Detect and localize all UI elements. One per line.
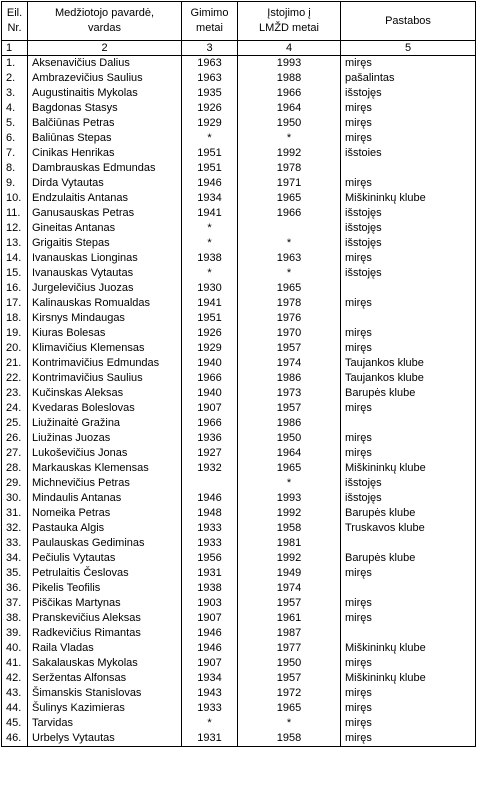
birth-year: 1926 xyxy=(182,326,238,341)
birth-year: 1936 xyxy=(182,431,238,446)
row-number: 17. xyxy=(2,296,28,311)
note: išstojęs xyxy=(341,491,476,506)
birth-year: 1946 xyxy=(182,641,238,656)
join-year: 1950 xyxy=(238,656,341,671)
birth-year: 1943 xyxy=(182,686,238,701)
birth-year: 1940 xyxy=(182,356,238,371)
note: Truskavos klube xyxy=(341,521,476,536)
birth-year: 1948 xyxy=(182,506,238,521)
note: miręs xyxy=(341,296,476,311)
row-number: 44. xyxy=(2,701,28,716)
column-number: 5 xyxy=(341,41,476,56)
table-row xyxy=(2,386,476,401)
note: miręs xyxy=(341,686,476,701)
table-row xyxy=(2,656,476,671)
join-year: 1957 xyxy=(238,671,341,686)
table-row xyxy=(2,356,476,371)
birth-year: 1946 xyxy=(182,491,238,506)
member-name: Petrulaitis Česlovas xyxy=(28,566,182,581)
note: išstojęs xyxy=(341,221,476,236)
note: Miškininkų klube xyxy=(341,641,476,656)
member-name: Šulinys Kazimieras xyxy=(28,701,182,716)
table-row xyxy=(2,716,476,731)
join-year: 1957 xyxy=(238,401,341,416)
row-number: 31. xyxy=(2,506,28,521)
member-name: Gineitas Antanas xyxy=(28,221,182,236)
member-name: Lukoševičius Jonas xyxy=(28,446,182,461)
row-number: 36. xyxy=(2,581,28,596)
table-row xyxy=(2,101,476,116)
join-year: 1965 xyxy=(238,281,341,296)
member-name: Pranskevičius Aleksas xyxy=(28,611,182,626)
birth-year: 1927 xyxy=(182,446,238,461)
member-name: Pastauka Algis xyxy=(28,521,182,536)
table-row xyxy=(2,551,476,566)
note: Miškininkų klube xyxy=(341,461,476,476)
join-year: 1950 xyxy=(238,431,341,446)
join-year: 1950 xyxy=(238,116,341,131)
member-name: Liužinaitė Gražina xyxy=(28,416,182,431)
birth-year: * xyxy=(182,716,238,731)
row-number: 19. xyxy=(2,326,28,341)
row-number: 11. xyxy=(2,206,28,221)
birth-year: 1951 xyxy=(182,161,238,176)
birth-year: 1907 xyxy=(182,611,238,626)
join-year: 1981 xyxy=(238,536,341,551)
birth-year: 1941 xyxy=(182,296,238,311)
join-year: 1992 xyxy=(238,506,341,521)
row-number: 8. xyxy=(2,161,28,176)
table-row xyxy=(2,521,476,536)
row-number: 34. xyxy=(2,551,28,566)
row-number: 33. xyxy=(2,536,28,551)
row-number: 6. xyxy=(2,131,28,146)
row-number: 46. xyxy=(2,731,28,747)
table-row xyxy=(2,311,476,326)
birth-year: 1907 xyxy=(182,401,238,416)
row-number: 27. xyxy=(2,446,28,461)
join-year: * xyxy=(238,476,341,491)
member-name: Nomeika Petras xyxy=(28,506,182,521)
birth-year: 1940 xyxy=(182,386,238,401)
table-row xyxy=(2,71,476,86)
member-name: Bagdonas Stasys xyxy=(28,101,182,116)
table-body xyxy=(2,56,476,747)
member-name: Urbelys Vytautas xyxy=(28,731,182,747)
member-name: Šimanskis Stanislovas xyxy=(28,686,182,701)
table-row xyxy=(2,206,476,221)
note: miręs xyxy=(341,596,476,611)
row-number: 23. xyxy=(2,386,28,401)
column-number: 2 xyxy=(28,41,182,56)
note: miręs xyxy=(341,116,476,131)
member-name: Endzulaitis Antanas xyxy=(28,191,182,206)
column-number: 4 xyxy=(238,41,341,56)
note: miręs xyxy=(341,566,476,581)
table-row xyxy=(2,236,476,251)
join-year: 1958 xyxy=(238,521,341,536)
birth-year: * xyxy=(182,131,238,146)
member-name: Pečiulis Vytautas xyxy=(28,551,182,566)
table-row xyxy=(2,461,476,476)
table-row xyxy=(2,191,476,206)
join-year: 1992 xyxy=(238,551,341,566)
birth-year: 1903 xyxy=(182,596,238,611)
note: Miškininkų klube xyxy=(341,671,476,686)
row-number: 37. xyxy=(2,596,28,611)
member-name: Grigaitis Stepas xyxy=(28,236,182,251)
note: miręs xyxy=(341,716,476,731)
table-row xyxy=(2,491,476,506)
row-number: 24. xyxy=(2,401,28,416)
note xyxy=(341,161,476,176)
row-number: 13. xyxy=(2,236,28,251)
join-year: 1988 xyxy=(238,71,341,86)
row-number: 14. xyxy=(2,251,28,266)
note: miręs xyxy=(341,251,476,266)
table-row xyxy=(2,131,476,146)
table-row xyxy=(2,86,476,101)
join-year: 1992 xyxy=(238,146,341,161)
note: miręs xyxy=(341,731,476,747)
join-year: 1986 xyxy=(238,371,341,386)
member-name: Kalinauskas Romualdas xyxy=(28,296,182,311)
join-year: 1965 xyxy=(238,191,341,206)
note xyxy=(341,416,476,431)
table-row xyxy=(2,686,476,701)
row-number: 20. xyxy=(2,341,28,356)
table-row xyxy=(2,176,476,191)
member-name: Paulauskas Gediminas xyxy=(28,536,182,551)
header-name: Medžiotojo pavardė, vardas xyxy=(28,2,182,41)
birth-year: * xyxy=(182,221,238,236)
note: miręs xyxy=(341,56,476,72)
join-year xyxy=(238,221,341,236)
note: Barupės klube xyxy=(341,551,476,566)
table-row xyxy=(2,671,476,686)
table-row xyxy=(2,731,476,747)
row-number: 1. xyxy=(2,56,28,72)
birth-year xyxy=(182,476,238,491)
row-number: 32. xyxy=(2,521,28,536)
birth-year: 1929 xyxy=(182,341,238,356)
member-name: Piščikas Martynas xyxy=(28,596,182,611)
join-year: 1958 xyxy=(238,731,341,747)
table-row xyxy=(2,536,476,551)
table-row xyxy=(2,371,476,386)
row-number: 15. xyxy=(2,266,28,281)
member-name: Aksenavičius Dalius xyxy=(28,56,182,72)
member-name: Michnevičius Petras xyxy=(28,476,182,491)
note: miręs xyxy=(341,611,476,626)
birth-year: 1966 xyxy=(182,371,238,386)
member-name: Augustinaitis Mykolas xyxy=(28,86,182,101)
birth-year: 1907 xyxy=(182,656,238,671)
join-year: * xyxy=(238,131,341,146)
note: miręs xyxy=(341,326,476,341)
join-year: 1978 xyxy=(238,161,341,176)
member-name: Raila Vladas xyxy=(28,641,182,656)
note: Taujankos klube xyxy=(341,356,476,371)
members-table xyxy=(1,1,476,747)
note: Miškininkų klube xyxy=(341,191,476,206)
row-number: 45. xyxy=(2,716,28,731)
join-year: 1993 xyxy=(238,56,341,72)
member-name: Pikelis Teofilis xyxy=(28,581,182,596)
table-row xyxy=(2,161,476,176)
note: miręs xyxy=(341,701,476,716)
table-row xyxy=(2,56,476,72)
table-row xyxy=(2,251,476,266)
table-row xyxy=(2,476,476,491)
join-year: 1957 xyxy=(238,341,341,356)
birth-year: 1933 xyxy=(182,536,238,551)
row-number: 25. xyxy=(2,416,28,431)
join-year: 1993 xyxy=(238,491,341,506)
member-name: Mindaulis Antanas xyxy=(28,491,182,506)
member-name: Ambrazevičius Saulius xyxy=(28,71,182,86)
row-number: 26. xyxy=(2,431,28,446)
note: miręs xyxy=(341,131,476,146)
note xyxy=(341,581,476,596)
birth-year: 1933 xyxy=(182,521,238,536)
row-number: 38. xyxy=(2,611,28,626)
join-year: 1987 xyxy=(238,626,341,641)
birth-year: 1938 xyxy=(182,251,238,266)
member-name: Kvedaras Boleslovas xyxy=(28,401,182,416)
row-number: 12. xyxy=(2,221,28,236)
table-row xyxy=(2,416,476,431)
join-year: 1963 xyxy=(238,251,341,266)
member-name: Kiuras Bolesas xyxy=(28,326,182,341)
table-row xyxy=(2,611,476,626)
row-number: 9. xyxy=(2,176,28,191)
row-number: 35. xyxy=(2,566,28,581)
member-name: Sakalauskas Mykolas xyxy=(28,656,182,671)
column-number: 3 xyxy=(182,41,238,56)
table-row xyxy=(2,581,476,596)
note: išstojęs xyxy=(341,206,476,221)
note: miręs xyxy=(341,446,476,461)
join-year: 1965 xyxy=(238,701,341,716)
table-row xyxy=(2,641,476,656)
header-join-year: Įstojimo į LMŽD metai xyxy=(238,2,341,41)
birth-year: 1963 xyxy=(182,71,238,86)
header-birth-year: Gimimo metai xyxy=(182,2,238,41)
note xyxy=(341,311,476,326)
birth-year: 1946 xyxy=(182,176,238,191)
member-name: Liužinas Juozas xyxy=(28,431,182,446)
birth-year: 1934 xyxy=(182,191,238,206)
birth-year: 1963 xyxy=(182,56,238,72)
note xyxy=(341,626,476,641)
birth-year: 1938 xyxy=(182,581,238,596)
row-number: 4. xyxy=(2,101,28,116)
birth-year: 1933 xyxy=(182,701,238,716)
row-number: 2. xyxy=(2,71,28,86)
birth-year: 1941 xyxy=(182,206,238,221)
row-number: 18. xyxy=(2,311,28,326)
join-year: 1986 xyxy=(238,416,341,431)
member-name: Dirda Vytautas xyxy=(28,176,182,191)
row-number: 28. xyxy=(2,461,28,476)
birth-year: 1966 xyxy=(182,416,238,431)
birth-year: 1930 xyxy=(182,281,238,296)
note: išstojęs xyxy=(341,476,476,491)
join-year: 1974 xyxy=(238,356,341,371)
join-year: * xyxy=(238,716,341,731)
join-year: 1972 xyxy=(238,686,341,701)
birth-year: 1929 xyxy=(182,116,238,131)
join-year: * xyxy=(238,236,341,251)
member-name: Jurgelevičius Juozas xyxy=(28,281,182,296)
member-name: Cinikas Henrikas xyxy=(28,146,182,161)
member-name: Markauskas Klemensas xyxy=(28,461,182,476)
member-name: Seržentas Alfonsas xyxy=(28,671,182,686)
table-row xyxy=(2,596,476,611)
header-number: Eil. Nr. xyxy=(2,2,28,41)
note: išstojęs xyxy=(341,266,476,281)
birth-year: * xyxy=(182,266,238,281)
member-name: Balčiūnas Petras xyxy=(28,116,182,131)
table-row xyxy=(2,326,476,341)
birth-year: 1951 xyxy=(182,146,238,161)
join-year: 1976 xyxy=(238,311,341,326)
member-name: Kirsnys Mindaugas xyxy=(28,311,182,326)
note: miręs xyxy=(341,101,476,116)
birth-year: 1935 xyxy=(182,86,238,101)
birth-year: 1951 xyxy=(182,311,238,326)
note: Barupės klube xyxy=(341,386,476,401)
member-name: Dambrauskas Edmundas xyxy=(28,161,182,176)
birth-year: 1931 xyxy=(182,566,238,581)
note: išstojęs xyxy=(341,236,476,251)
table-row xyxy=(2,566,476,581)
join-year: * xyxy=(238,266,341,281)
table-row xyxy=(2,296,476,311)
note: išstojęs xyxy=(341,86,476,101)
join-year: 1957 xyxy=(238,596,341,611)
row-number: 10. xyxy=(2,191,28,206)
note: miręs xyxy=(341,176,476,191)
row-number: 41. xyxy=(2,656,28,671)
row-number: 42. xyxy=(2,671,28,686)
table-row xyxy=(2,341,476,356)
table-row xyxy=(2,626,476,641)
birth-year: * xyxy=(182,236,238,251)
table-row xyxy=(2,266,476,281)
table-row xyxy=(2,431,476,446)
note: miręs xyxy=(341,431,476,446)
member-name: Kontrimavičius Edmundas xyxy=(28,356,182,371)
member-name: Klimavičius Klemensas xyxy=(28,341,182,356)
join-year: 1966 xyxy=(238,86,341,101)
member-name: Baliūnas Stepas xyxy=(28,131,182,146)
note: pašalintas xyxy=(341,71,476,86)
birth-year: 1946 xyxy=(182,626,238,641)
note: miręs xyxy=(341,341,476,356)
note: miręs xyxy=(341,656,476,671)
table-row xyxy=(2,701,476,716)
join-year: 1964 xyxy=(238,446,341,461)
join-year: 1949 xyxy=(238,566,341,581)
join-year: 1977 xyxy=(238,641,341,656)
row-number: 43. xyxy=(2,686,28,701)
table-row xyxy=(2,146,476,161)
birth-year: 1956 xyxy=(182,551,238,566)
join-year: 1971 xyxy=(238,176,341,191)
join-year: 1973 xyxy=(238,386,341,401)
row-number: 40. xyxy=(2,641,28,656)
join-year: 1974 xyxy=(238,581,341,596)
join-year: 1964 xyxy=(238,101,341,116)
join-year: 1961 xyxy=(238,611,341,626)
row-number: 5. xyxy=(2,116,28,131)
join-year: 1970 xyxy=(238,326,341,341)
table-row xyxy=(2,446,476,461)
row-number: 29. xyxy=(2,476,28,491)
row-number: 39. xyxy=(2,626,28,641)
table-row xyxy=(2,401,476,416)
row-number: 7. xyxy=(2,146,28,161)
note: Barupės klube xyxy=(341,506,476,521)
header-notes: Pastabos xyxy=(341,2,476,41)
row-number: 22. xyxy=(2,371,28,386)
member-name: Kučinskas Aleksas xyxy=(28,386,182,401)
note: Taujankos klube xyxy=(341,371,476,386)
row-number: 30. xyxy=(2,491,28,506)
table-row xyxy=(2,506,476,521)
table-row xyxy=(2,281,476,296)
member-name: Kontrimavičius Saulius xyxy=(28,371,182,386)
note xyxy=(341,281,476,296)
join-year: 1965 xyxy=(238,461,341,476)
join-year: 1966 xyxy=(238,206,341,221)
join-year: 1978 xyxy=(238,296,341,311)
member-name: Ivanauskas Lionginas xyxy=(28,251,182,266)
note: išstoies xyxy=(341,146,476,161)
table-row xyxy=(2,116,476,131)
table-row xyxy=(2,221,476,236)
row-number: 16. xyxy=(2,281,28,296)
birth-year: 1934 xyxy=(182,671,238,686)
column-numbering-row xyxy=(2,41,476,56)
member-name: Radkevičius Rimantas xyxy=(28,626,182,641)
member-name: Tarvidas xyxy=(28,716,182,731)
birth-year: 1931 xyxy=(182,731,238,747)
member-name: Ganusauskas Petras xyxy=(28,206,182,221)
header-row xyxy=(2,2,476,41)
row-number: 3. xyxy=(2,86,28,101)
row-number: 21. xyxy=(2,356,28,371)
note xyxy=(341,536,476,551)
birth-year: 1932 xyxy=(182,461,238,476)
column-number: 1 xyxy=(2,41,28,56)
birth-year: 1926 xyxy=(182,101,238,116)
note: miręs xyxy=(341,401,476,416)
member-name: Ivanauskas Vytautas xyxy=(28,266,182,281)
